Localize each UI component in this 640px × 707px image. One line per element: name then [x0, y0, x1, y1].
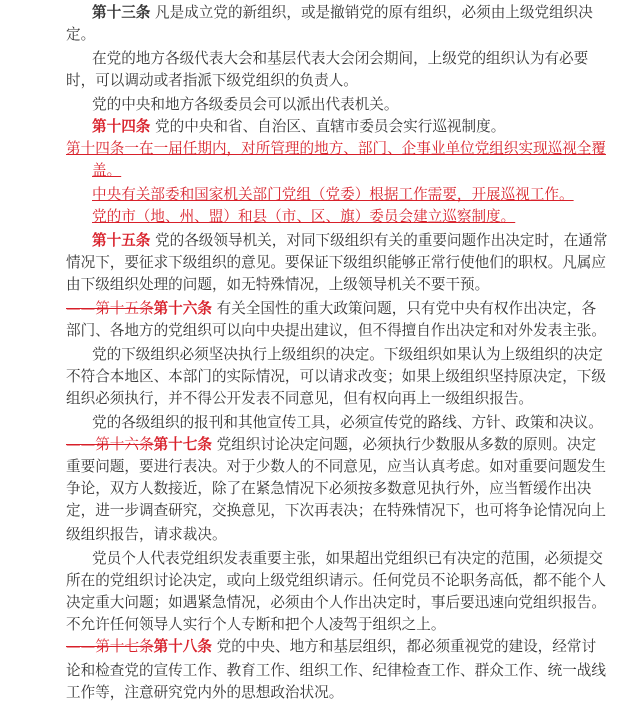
text-line	[0, 184, 640, 206]
text-segment: 党组织讨论决定问题，必须执行少数服从多数的原则。决定	[211, 436, 597, 453]
text-line	[0, 274, 640, 296]
text-segment: 由下级组织处理的问题，如无特殊情况，上级领导机关不要干预。	[66, 276, 490, 293]
text-segment: 时，可以调动或者指派下级党组织的负责人。	[66, 72, 358, 89]
text-line	[0, 70, 640, 92]
text-line	[0, 344, 640, 366]
text-line	[0, 48, 640, 70]
text-line	[0, 456, 640, 478]
text-segment: 有关全国性的重大政策问题，只有党中央有权作出决定，各	[211, 300, 597, 317]
article-heading: 第十六条	[153, 300, 212, 317]
text-line	[0, 500, 640, 522]
text-line	[0, 548, 640, 570]
text-segment: 不允许任何领导人实行个人专断和把个人凌驾于组织之上。	[66, 616, 446, 633]
text-segment: 不符合本地区、本部门的实际情况，可以请求改变；如果上级组织坚持原决定，下级	[66, 368, 606, 385]
text-segment: 组织必须执行，并不得公开发表不同意见，但有权向再上一级组织报告。	[66, 390, 534, 407]
text-line	[0, 636, 640, 658]
text-segment: 定，进一步调查研究，交换意见，下次再表决；在特殊情况下，也可将争论情况向上	[66, 502, 606, 519]
deleted-article-number: ——第十七条	[66, 638, 154, 655]
text-segment: 在党的地方各级代表大会和基层代表大会闭会期间，上级党的组织认为有必要	[92, 50, 589, 67]
text-segment: 工作等，注意研究党内外的思想政治状况。	[66, 684, 344, 701]
inserted-text: 中央有关部委和国家机关部门党组（党委）根据工作需要，开展巡视工作。	[92, 186, 574, 203]
text-line	[0, 138, 640, 160]
inserted-text: 党的市（地、州、盟）和县（市、区、旗）委员会建立巡察制度。	[92, 208, 516, 225]
text-segment: 部门、各地方的党组织可以向中央提出建议，但不得擅自作出决定和对外发表主张。	[66, 322, 606, 339]
text-segment: 党的下级组织必须坚决执行上级组织的决定。下级组织如果认为上级组织的决定	[92, 346, 603, 363]
text-line	[0, 524, 640, 546]
text-line	[0, 366, 640, 388]
text-line	[0, 24, 640, 46]
text-line	[0, 478, 640, 500]
text-segment: 情况下，要征求下级组织的意见。要保证下级组织能够正常行使他们的职权。凡属应	[66, 254, 606, 271]
text-line	[0, 388, 640, 410]
text-line	[0, 592, 640, 614]
text-segment: 党员个人代表党组织发表重要主张，如果超出党组织已有决定的范围，必须提交	[92, 550, 603, 567]
text-segment: 凡是成立党的新组织，或是撤销党的原有组织，必须由上级党组织决	[150, 4, 593, 21]
inserted-text: 第十四条一在一届任期内，对所管理的地方、部门、企事业单位党组织实现巡视全覆	[66, 140, 606, 157]
text-segment: 定。	[66, 26, 96, 43]
text-segment: 争论，双方人数接近，除了在紧急情况下必须按多数意见执行外，应当暂缓作出决	[66, 480, 592, 497]
article-heading: 第十八条	[153, 638, 212, 655]
text-line	[0, 614, 640, 636]
text-segment: 级组织报告，请求裁决。	[66, 526, 227, 543]
text-line	[0, 434, 640, 456]
text-segment: 党的各级领导机关，对同下级组织有关的重要问题作出决定时，在通常	[150, 232, 608, 249]
text-line	[0, 412, 640, 434]
deleted-article-number: ——第十五条	[66, 300, 154, 317]
text-segment: 论和检查党的宣传工作、教育工作、组织工作、纪律检查工作、群众工作、统一战线	[66, 662, 606, 679]
text-segment: 决定重大问题；如遇紧急情况，必须由个人作出决定时，事后要迅速向党组织报告。	[66, 594, 606, 611]
article-heading: 第十三条	[92, 4, 151, 21]
text-line	[0, 116, 640, 138]
article-heading: 第十七条	[153, 436, 212, 453]
article-heading: 第十五条	[92, 232, 151, 249]
text-line	[0, 230, 640, 252]
text-line	[0, 252, 640, 274]
inserted-text: 盖。	[92, 162, 122, 179]
text-segment: 党的中央和省、自治区、直辖市委员会实行巡视制度。	[150, 118, 506, 135]
text-line	[0, 570, 640, 592]
article-heading: 第十四条	[92, 118, 151, 135]
text-segment: 重要问题，要进行表决。对于少数人的不同意见，应当认真考虑。如对重要问题发生	[66, 458, 606, 475]
text-line	[0, 2, 640, 24]
text-segment: 所在的党组织讨论决定，或向上级党组织请示。任何党员不论职务高低，都不能个人	[66, 572, 606, 589]
text-line	[0, 160, 640, 182]
text-line	[0, 320, 640, 342]
text-line	[0, 298, 640, 320]
text-segment: 党的中央和地方各级委员会可以派出代表机关。	[92, 96, 399, 113]
text-line	[0, 206, 640, 228]
text-line	[0, 660, 640, 682]
deleted-article-number: ——第十六条	[66, 436, 154, 453]
text-line	[0, 682, 640, 704]
text-segment: 党的各级组织的报刊和其他宣传工具，必须宣传党的路线、方针、政策和决议。	[92, 414, 603, 431]
text-line	[0, 94, 640, 116]
text-segment: 党的中央、地方和基层组织，都必须重视党的建设，经常讨	[211, 638, 597, 655]
